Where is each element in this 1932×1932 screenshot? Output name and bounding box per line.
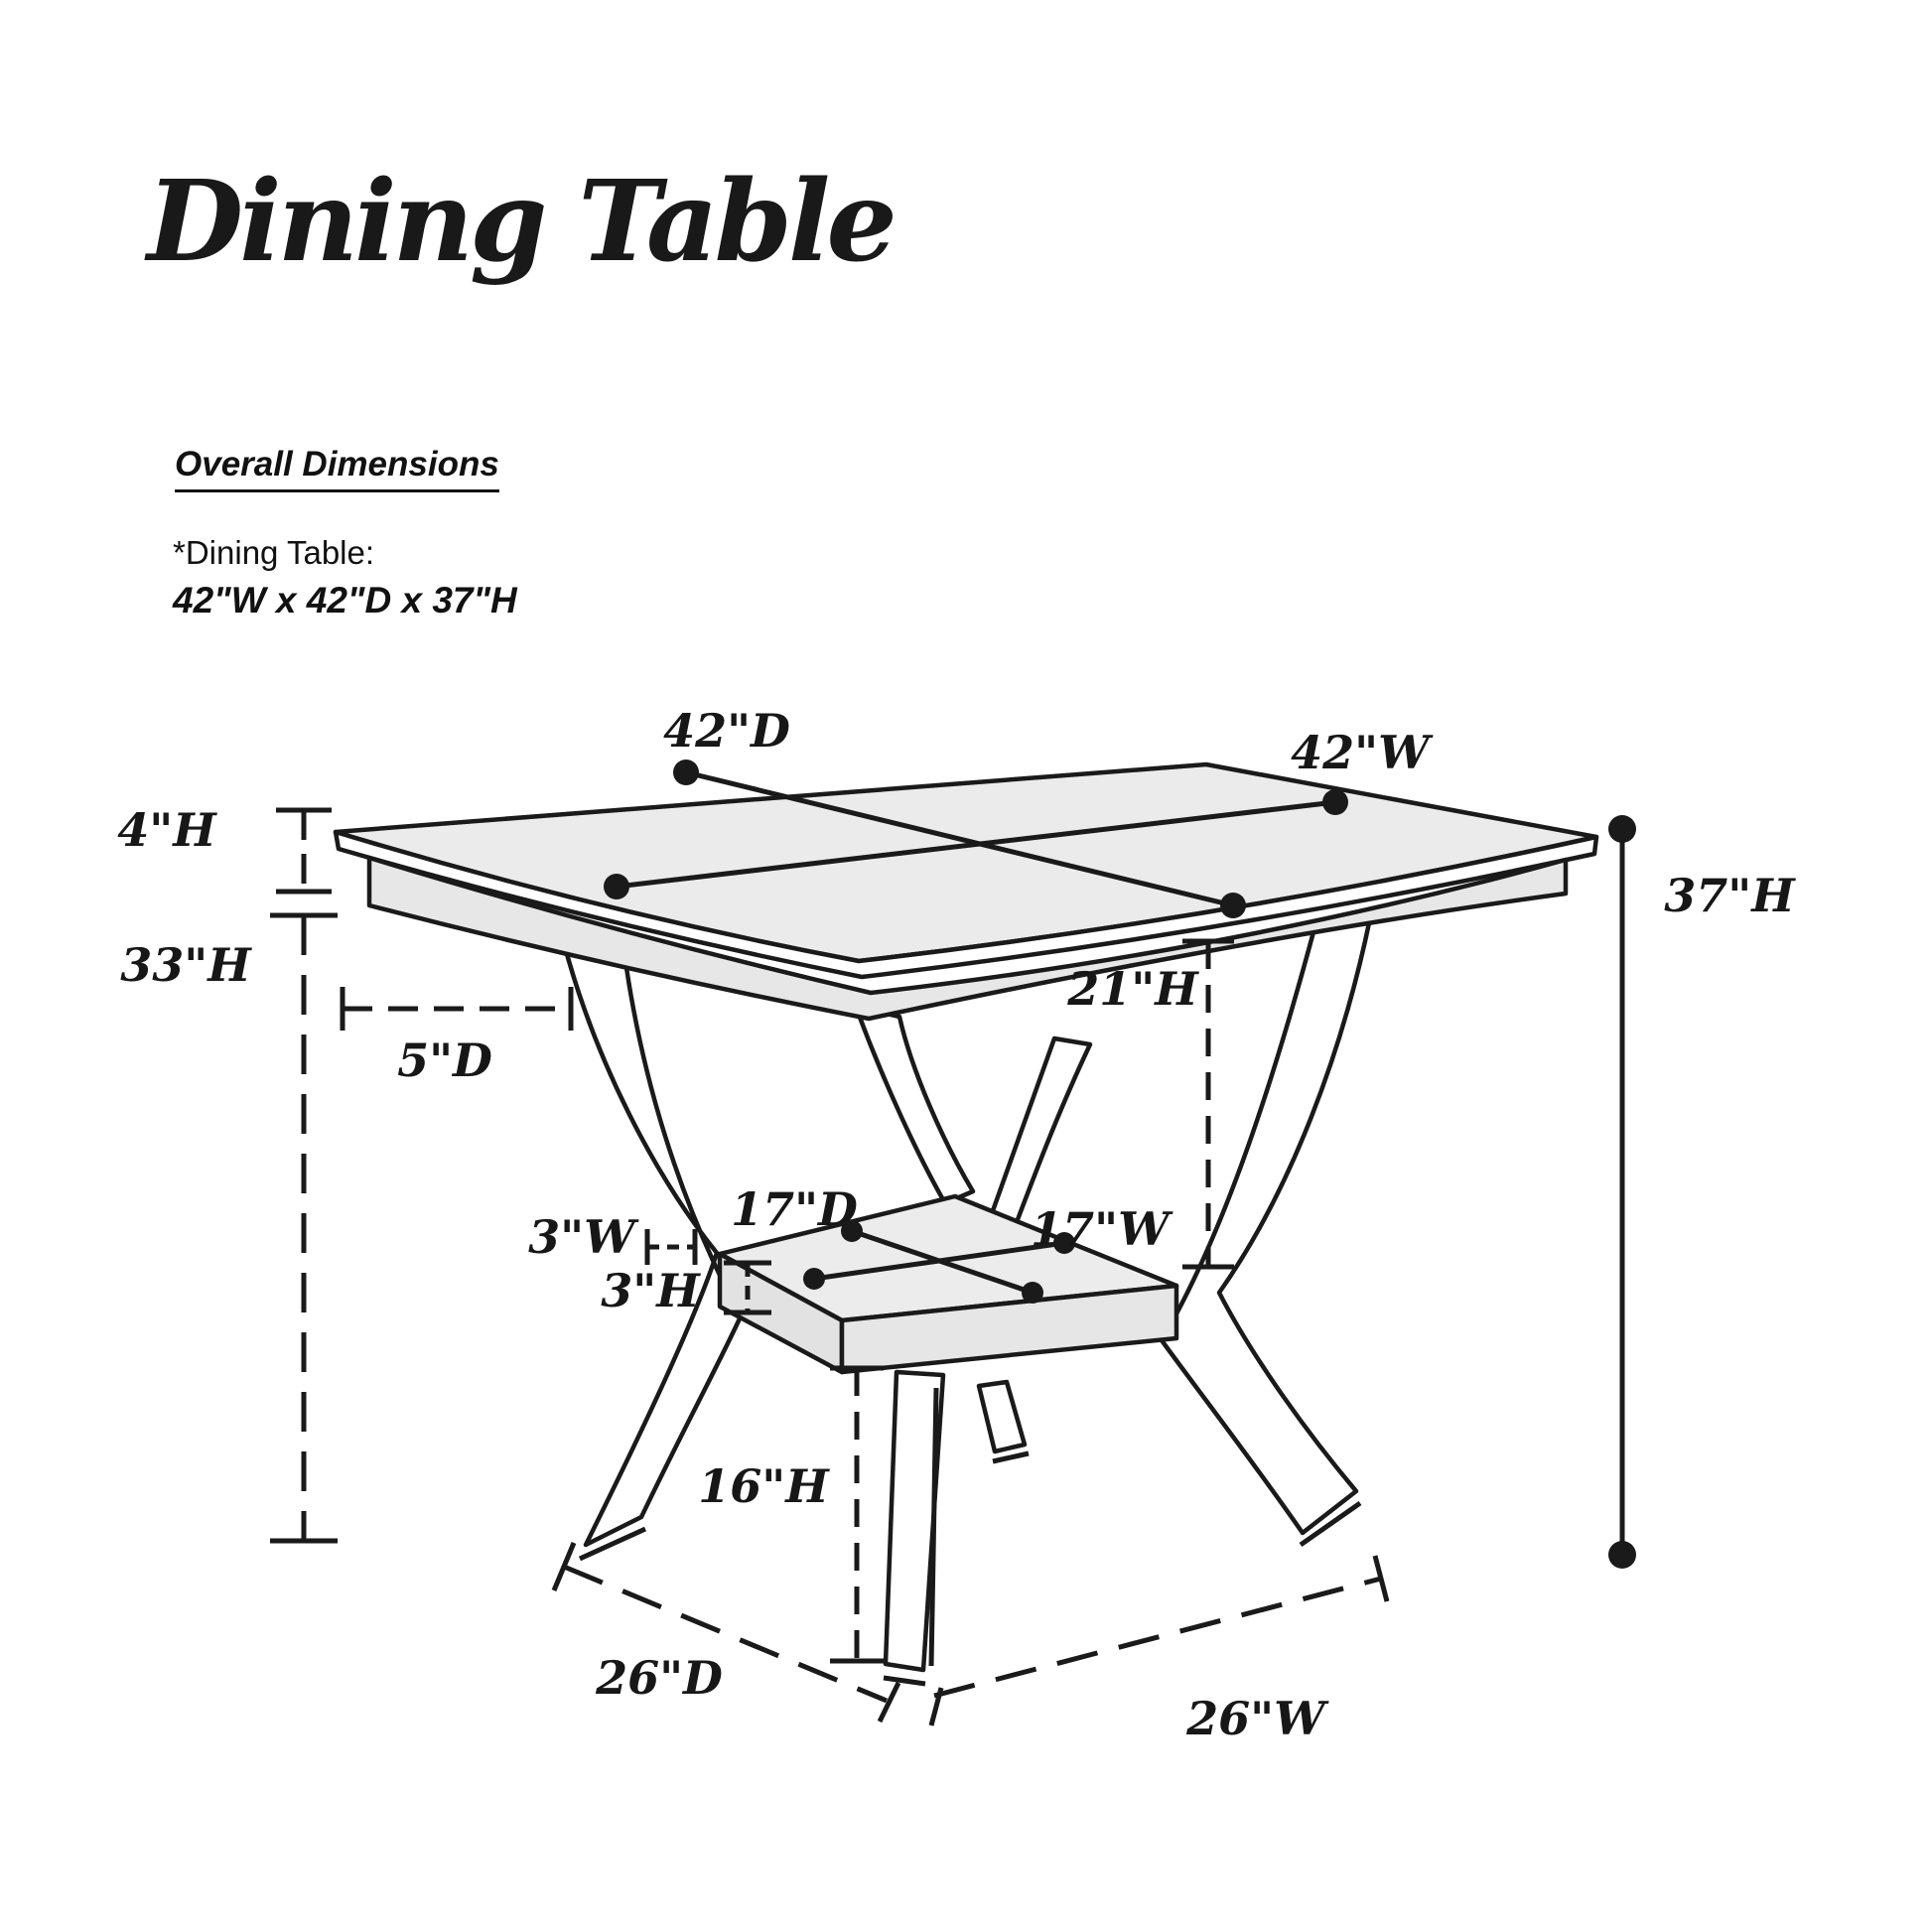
page-title: Dining Table [147, 157, 894, 287]
product-dimensions-text: 42"W x 42"D x 37"H [173, 580, 517, 621]
front-center-foot-cap [884, 1678, 925, 1684]
rear-leg-lower [979, 1382, 1025, 1451]
dim-label-shelf-depth: 17"D [731, 1182, 858, 1236]
table-drawing [336, 764, 1596, 1684]
dim-label-shelf-thickness: 3"H [601, 1264, 700, 1317]
dim-label-shelf-width: 17"W [1031, 1202, 1170, 1256]
dim-label-leg-width: 3"W [528, 1210, 635, 1264]
dim-line-overhang-depth [343, 987, 571, 1031]
dim-label-overall-height: 37"H [1664, 869, 1795, 922]
dim-label-top-width: 42"W [1291, 726, 1430, 779]
dim-label-base-height: 33"H [120, 938, 251, 992]
dim-label-footprint-width: 26"W [1186, 1692, 1325, 1745]
rear-foot-cap [993, 1453, 1029, 1461]
dim-label-overhang-depth: 5"D [397, 1034, 492, 1087]
dim-line-leg-width [647, 1229, 695, 1265]
dim-label-top-depth: 42"D [663, 704, 790, 758]
dim-label-apron-to-shelf: 21"H [1067, 962, 1198, 1016]
dim-line-shelf-to-floor [830, 1368, 884, 1661]
dim-label-top-thickness: 4"H [117, 803, 216, 857]
dim-label-footprint-depth: 26"D [596, 1651, 723, 1705]
product-name-label: *Dining Table: [173, 534, 375, 571]
rear-left-leg-upper [856, 1007, 973, 1203]
dim-line-base-height [270, 915, 338, 1541]
dim-label-shelf-to-floor: 16"H [698, 1459, 829, 1513]
dim-line-overall-height [1608, 815, 1636, 1569]
overall-dimensions-heading: Overall Dimensions [175, 445, 499, 492]
dim-line-top-thickness [276, 810, 332, 892]
